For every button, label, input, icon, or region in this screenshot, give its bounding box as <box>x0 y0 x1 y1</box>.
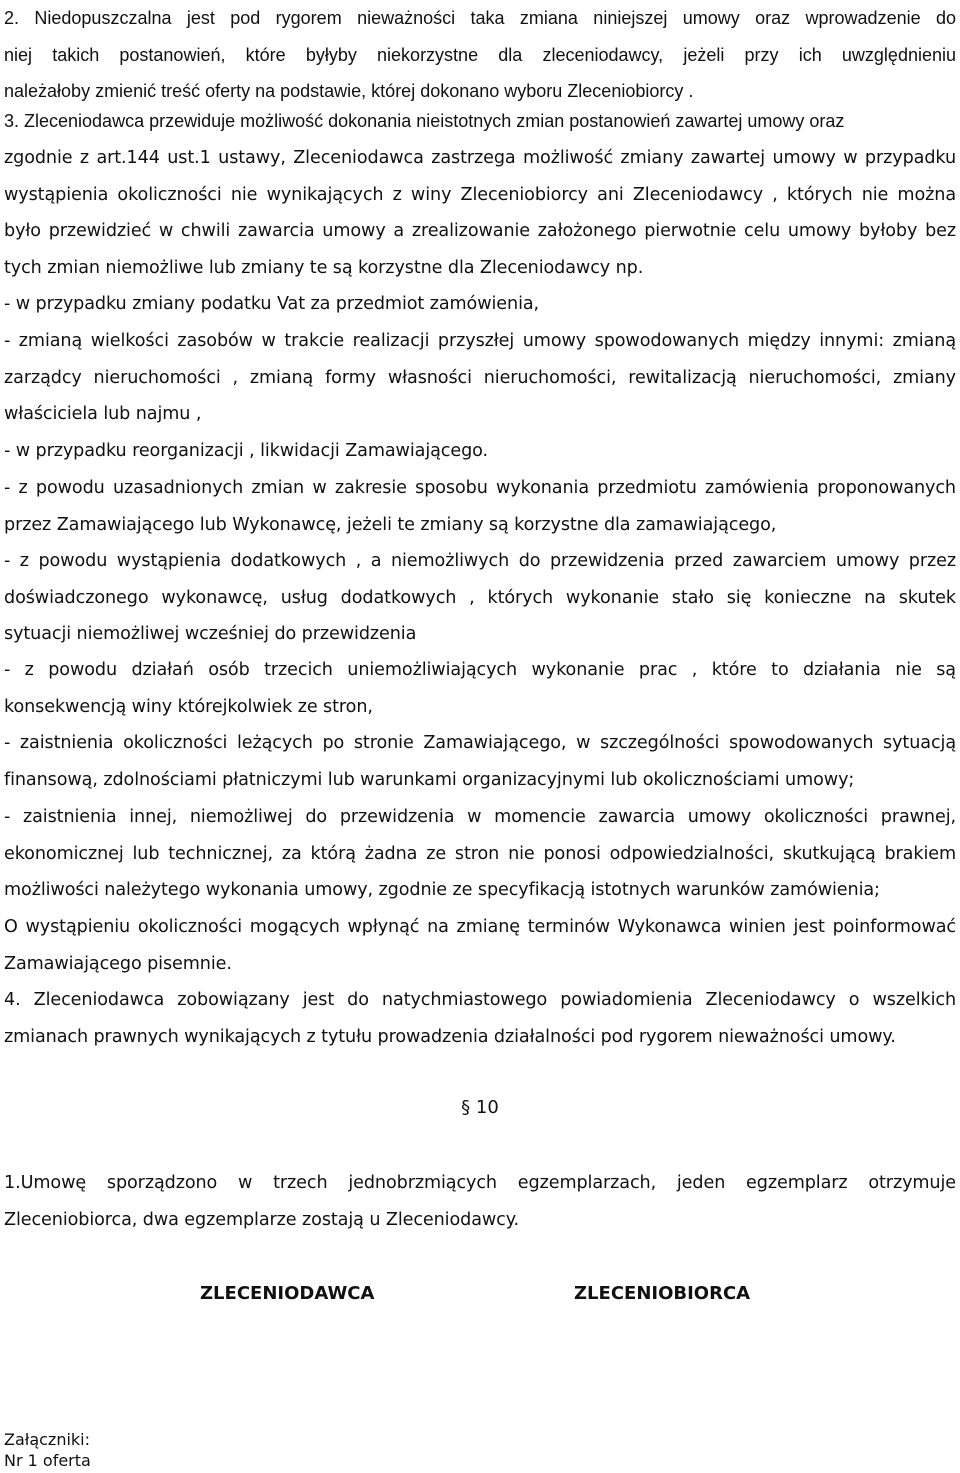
section-symbol: § <box>461 1097 471 1118</box>
paragraph-p3 <box>4 103 956 140</box>
paragraph-line: przez Zamawiającego lub Wykonawcę, jeżeli te zmiany są korzystne dla zamawiającego, <box>4 514 777 535</box>
paragraph-b4 <box>4 470 956 543</box>
paragraph-b1 <box>4 286 956 323</box>
section-number: 10 <box>475 1097 499 1118</box>
final-clause-line: 1.Umowę sporządzono w trzech jednobrzmiących egzemplarzach, jeden egzemplarz otrzymuje <box>4 1173 956 1193</box>
section-heading <box>0 1090 960 1126</box>
paragraph-line: - z powodu wystąpienia dodatkowych , a niemożliwych do przewidzenia przed zawarciem umowy przez <box>4 551 956 571</box>
attachments-label: Załączniki: <box>4 1430 90 1449</box>
paragraph-line: należałoby zmienić treść oferty na podstawie, której dokonano wyboru Zleceniobiorcy . <box>4 81 694 101</box>
paragraph-line: 3. Zleceniodawca przewiduje możliwość dokonania nieistotnych zmian postanowień zawartej umowy oraz <box>4 111 845 131</box>
paragraph-b5 <box>4 543 956 653</box>
signature-right: ZLECENIOBIORCA <box>574 1283 751 1304</box>
paragraph-b6 <box>4 652 956 725</box>
paragraph-line: - z powodu uzasadnionych zmian w zakresie sposobu wykonania przedmiotu zamówienia proponowanych <box>4 478 956 498</box>
paragraph-line: zgodnie z art.144 ust.1 ustawy, Zleceniodawca zastrzega możliwość zmiany zawartej umowy w przypadku <box>4 148 956 168</box>
paragraph-p2 <box>4 0 956 110</box>
paragraph-line: tych zmian niemożliwe lub zmiany te są korzystne dla Zleceniodawcy np. <box>4 257 644 278</box>
paragraph-line: 4. Zleceniodawca zobowiązany jest do natychmiastowego powiadomienia Zleceniodawcy o wszelkich <box>4 990 956 1010</box>
paragraph-line: Zamawiającego pisemnie. <box>4 953 232 974</box>
paragraph-line: - w przypadku zmiany podatku Vat za przedmiot zamówienia, <box>4 294 540 314</box>
paragraph-line: zarządcy nieruchomości , zmianą formy własności nieruchomości, rewitalizacją nieruchomości, zmiany <box>4 367 956 388</box>
paragraph-line: O wystąpieniu okoliczności mogących wpłynąć na zmianę terminów Wykonawca winien jest poinformować <box>4 917 956 937</box>
paragraph-line: zmianach prawnych wynikających z tytułu prowadzenia działalności pod rygorem nieważności umowy. <box>4 1026 896 1047</box>
paragraph-b7 <box>4 725 956 798</box>
final-clause-line: Zleceniobiorca, dwa egzemplarze zostają u Zleceniodawcy. <box>4 1209 520 1230</box>
paragraph-line: 2. Niedopuszczalna jest pod rygorem nieważności taka zmiana niniejszej umowy oraz wprowadzenie do <box>4 8 956 28</box>
paragraph-p4 <box>4 982 956 1055</box>
paragraph-p-o <box>4 909 956 982</box>
signature-left: ZLECENIODAWCA <box>200 1283 375 1304</box>
paragraph-line: konsekwencją winy którejkolwiek ze stron, <box>4 696 373 717</box>
paragraph-b8 <box>4 799 956 909</box>
paragraph-line: doświadczonego wykonawcę, usług dodatkowych , których wykonanie stało się konieczne na skutek <box>4 587 956 608</box>
paragraph-line: - zaistnienia okoliczności leżących po stronie Zamawiającego, w szczególności spowodowanych sytuacją <box>4 733 956 753</box>
paragraph-line: wystąpienia okoliczności nie wynikających z winy Zleceniobiorcy ani Zleceniodawcy , których nie można <box>4 184 956 205</box>
paragraph-line: niej takich postanowień, które byłyby niekorzystne dla zleceniodawcy, jeżeli przy ich uwzględnieniu <box>4 44 956 65</box>
paragraph-line: właściciela lub najmu , <box>4 404 202 424</box>
paragraph-line: ekonomicznej lub technicznej, za którą żadna ze stron nie ponosi odpowiedzialności, skutkującą brakiem <box>4 843 956 864</box>
attachment-item: Nr 1 oferta <box>4 1451 91 1470</box>
paragraph-line: było przewidzieć w chwili zawarcia umowy a zrealizowanie założonego pierwotnie celu umowy byłoby bez <box>4 221 956 241</box>
paragraph-line: finansową, zdolnościami płatniczymi lub warunkami organizacyjnymi lub okolicznościami umowy; <box>4 769 855 790</box>
paragraph-line: - w przypadku reorganizacji , likwidacji Zamawiającego. <box>4 441 488 461</box>
paragraph-line: - zaistnienia innej, niemożliwej do przewidzenia w momencie zawarcia umowy okoliczności prawnej, <box>4 807 956 827</box>
final-clause <box>4 1165 956 1238</box>
paragraph-line: sytuacji niemożliwej wcześniej do przewidzenia <box>4 624 417 644</box>
paragraph-line: - z powodu działań osób trzecich uniemożliwiających wykonanie prac , które to działania nie są <box>4 660 956 680</box>
paragraph-line: możliwości należytego wykonania umowy, zgodnie ze specyfikacją istotnych warunków zamówienia; <box>4 880 880 900</box>
paragraph-line: - zmianą wielkości zasobów w trakcie realizacji przyszłej umowy spowodowanych między innymi: zmianą <box>4 331 956 351</box>
paragraph-b3 <box>4 433 956 470</box>
paragraph-p3b <box>4 140 956 286</box>
paragraph-b2 <box>4 323 956 433</box>
